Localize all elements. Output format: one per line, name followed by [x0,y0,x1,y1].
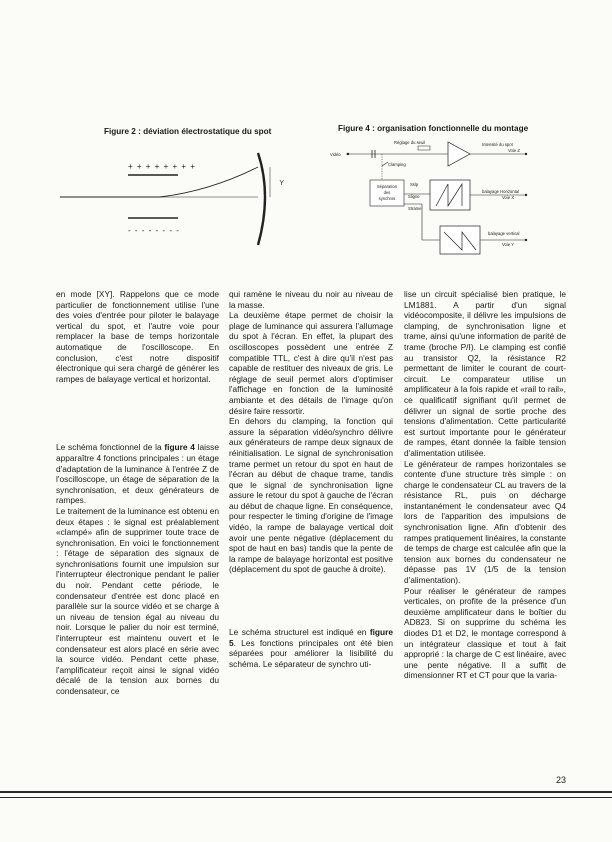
figure-4-caption: Figure 4 : organisation fonctionnelle du montage [338,124,529,133]
vertical-output-label: balayage vertical [488,231,520,236]
col2-paragraph-2: La deuxième étape permet de choisir la plage de luminance qui assurera l'allumage du spot à l'écran. En effet, la plupart des oscilloscopes possèdent une entrée Z compatible TTL, c'est à dire qu'il n'est pas capable de restituer des niveaux de gris. Le réglage de seuil permet alors d'optimiser l'affichage en fonction de la luminosité ambiante et des détails de l'image qu'on désire faire ressortir. [229,310,393,416]
sync-separator-line2: des [383,190,391,195]
col2-paragraph-3: En dehors du clamping, la fonction qui assure la séparation vidéo/synchro délivre aux générateurs de rampe deux signaux de réinitialisation. Le signal de synchronisation trame permet un retour du spot en haut de l'écran au début de chaque trame, tandis que le signal de synchronisation ligne assure le retour du spot à gauche de l'écran au début de chaque ligne. En conséquence, pour respecter le timing d'origine de l'image vidéo, la rampe de balayage vertical doit avoir une pente négative (déplacement du spot de haut en bas) tandis que la pente de la rampe de balayage horizontal est positive (déplacement du spot de gauche à droite). [229,416,393,575]
screen-curve [258,153,265,245]
col1-paragraph-3: Le traitement de la luminance est obtenu en deux étapes : le signal est préalablement «clampé» afin de supprimer toute trace de synchronisation. En voici le fonctionnement : l'étage de séparation des signaux de synchronisations fournit une impulsion sur l'interrupteur électronique pendant le palier du noir. Pendant cette période, le condensateur d'entrée est donc placé en parallèle sur la source vidéo et se charge à un niveau de tension égal au niveau du noir. Lorsque le palier du noir est terminé, l'interrupteur est maintenu ouvert et le condensateur est alors placé en série avec la source vidéo. Pendant cette phase, l'amplificateur reçoit ainsi le signal vidéo décalé de la tension aux bornes du condensateur, ce [56,505,219,696]
intensity-channel: Voie Z [508,148,520,153]
video-input-label: Vidéo [330,152,341,157]
col3-paragraph-2: Le générateur de rampes horizontales se contente d'une structure très simple : on charge le condensateur CL au travers de la résistance RL, puis on décharge instantanément le condensateur avec Q4 lors de l'apparition des impulsions de synchronisation ligne. Afin d'obtenir des rampes pratiquement linéaires, la constante de temps de charge est calculée afin que la tension aux bornes du condensateur ne dépasse pas 1V (1/5 de la tension d'alimentation). [404,458,566,586]
vertical-ramp-block [440,226,480,254]
figure-2-caption: Figure 2 : déviation électrostatique du spot [104,127,272,136]
col1-paragraph-1: en mode [XY]. Rappelons que ce mode particulier de fonctionnement utilise l'une des voies d'entrée pour piloter le balayage vertical du spot, et l'autre voie pour remplacer la base de temps horizontale automatique de l'oscilloscope. En conclusion, c'est notre dispositif électronique qui sera chargé de générer les rampes de balayage vertical et horizontal. [56,289,219,384]
clamping-label: Clamping [388,162,406,167]
col1-paragraph-2: Le schéma fonctionnel de la figure 4 laisse apparaître 4 fonctions principales : un étage d'adaptation de la luminance à l'entrée Z de l'oscilloscope, un étage de séparation de la synchronisation, et deux générateurs de rampes. [56,442,219,506]
threshold-label: Réglage du seuil [394,140,426,145]
sslp-label: Sslp [410,182,419,187]
positive-plate-label: + + + + + + + + [128,162,196,171]
footer-rule-bottom [0,797,612,798]
y-dimension-label: Y [279,180,284,187]
strame-label: Strame [408,206,422,211]
beam-deflected [160,167,258,197]
sligne-label: Sligne [408,194,420,199]
figure-4-diagram [330,136,582,264]
threshold-potentiometer [418,146,430,150]
col2-paragraph-1: qui ramène le niveau du noir au niveau de la masse. [229,289,393,310]
text-column-2 [229,289,393,669]
text-column-1 [56,289,219,697]
col3-paragraph-1: lise un circuit spécialisé bien pratique, le LM1881. A partir d'un signal vidéocomposite, il délivre les impulsions de clamping, de synchronisation ligne et trame, ainsi qu'une information de parité de trame (broche P/I). Le clamping est confié au transistor Q2, la résistance R2 permettant de limiter le courant de court-circuit. Le comparateur utilise un amplificateur à la fois rapide et «rail to rail», ce qualificatif signifiant qu'il permet de délivrer un signal de sortie proche des tensions d'alimentation. Cette particularité est surtout importante pour le générateur de rampes, étant donnée la faible tension d'alimentation utilisée. [404,289,566,458]
sync-separator-line3: synchros [378,196,396,201]
col2-paragraph-4: Le schéma structurel est indiqué en figure 5. Les fonctions principales ont été bien séparées pour améliorer la lisibilité du schéma. Le séparateur de synchro uti- [229,627,393,669]
vertical-output-channel: Voie Y [502,242,515,247]
figure-2-diagram [60,145,285,260]
horizontal-output-channel: Voie X [502,195,515,200]
horizontal-output-label: balayage Horizontal [482,189,520,194]
intensity-label: Intensité du spot [482,142,513,147]
text-column-3 [404,289,566,681]
col3-paragraph-3: Pour réaliser le générateur de rampes verticales, on profite de la présence d'un deuxième amplificateur dans le boîtier du AD823. Si on supprime du schéma les diodes D1 et D2, le montage correspond à un intégrateur classique et tout à fait approprié : la charge de C est linéaire, avec une pente négative. Il a suffit de dimensionner RT et CT pour que la varia- [404,585,566,681]
footer-rule-top [0,791,612,793]
sync-separator-line1: Séparation [376,184,398,189]
negative-plate-label: - - - - - - - - [128,226,180,235]
page-number: 23 [556,775,567,785]
comparator [448,142,470,166]
